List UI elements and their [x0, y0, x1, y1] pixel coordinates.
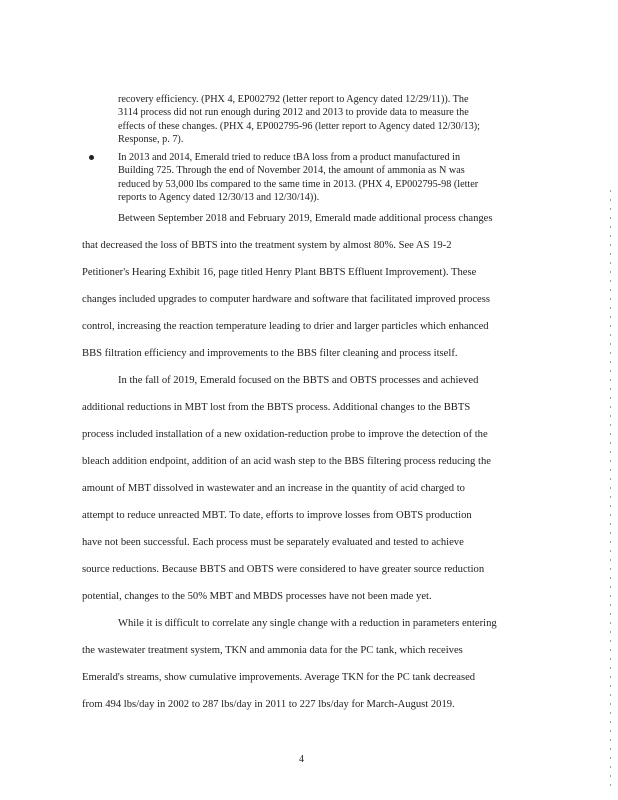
body-line: While it is difficult to correlate any single change with a reduction in parameters entering: [118, 618, 497, 629]
body-line: Between September 2018 and February 2019, Emerald made additional process changes: [118, 213, 493, 224]
bullet-paragraph: [118, 151, 518, 205]
text-line: Response, p. 7).: [118, 134, 184, 146]
scan-margin-artifact: [610, 190, 611, 790]
page-number: 4: [299, 754, 304, 765]
body-line: have not been successful. Each process must be separately evaluated and tested to achieve: [82, 537, 464, 548]
body-line: the wastewater treatment system, TKN and ammonia data for the PC tank, which receives: [82, 645, 463, 656]
body-line: from 494 lbs/day in 2002 to 287 lbs/day in 2011 to 227 lbs/day for March-August 2019.: [82, 699, 455, 710]
body-line: changes included upgrades to computer hardware and software that facilitated improved process: [82, 294, 490, 305]
text-line: 3114 process did not run enough during 2012 and 2013 to provide data to measure the: [118, 107, 469, 119]
body-line: that decreased the loss of BBTS into the treatment system by almost 80%. See AS 19-2: [82, 240, 452, 251]
text-line: effects of these changes. (PHX 4, EP002795-96 (letter report to Agency dated 12/30/13);: [118, 120, 480, 132]
body-line: amount of MBT dissolved in wastewater and an increase in the quantity of acid charged to: [82, 483, 465, 494]
text-line: reduced by 53,000 lbs compared to the same time in 2013. (PHX 4, EP002795-98 (letter: [118, 178, 479, 190]
text-line: reports to Agency dated 12/30/13 and 12/30/14)).: [118, 192, 320, 204]
body-line: potential, changes to the 50% MBT and MBDS processes have not been made yet.: [82, 591, 432, 602]
body-line: control, increasing the reaction temperature leading to drier and larger particles which enhanced: [82, 321, 489, 332]
body-line: attempt to reduce unreacted MBT. To date, efforts to improve losses from OBTS production: [82, 510, 472, 521]
bullet-icon: [89, 155, 94, 160]
body-line: bleach addition endpoint, addition of an acid wash step to the BBS filtering process reducing the: [82, 456, 491, 467]
body-line: Petitioner's Hearing Exhibit 16, page titled Henry Plant BBTS Effluent Improvement). These: [82, 267, 477, 278]
top-paragraph: [118, 93, 518, 147]
text-line: recovery efficiency. (PHX 4, EP002792 (letter report to Agency dated 12/29/11)). The: [118, 94, 469, 105]
body-line: Emerald's streams, show cumulative improvements. Average TKN for the PC tank decreased: [82, 672, 476, 683]
text-line: In 2013 and 2014, Emerald tried to reduce tBA loss from a product manufactured in: [118, 152, 461, 163]
body-line: process included installation of a new oxidation-reduction probe to improve the detection of the: [82, 429, 488, 440]
body-line: source reductions. Because BBTS and OBTS were considered to have greater source reduction: [82, 564, 485, 575]
body-line: In the fall of 2019, Emerald focused on the BBTS and OBTS processes and achieved: [118, 375, 479, 386]
body-line: BBS filtration efficiency and improvements to the BBS filter cleaning and process itself.: [82, 348, 458, 359]
text-line: Building 725. Through the end of November 2014, the amount of ammonia as N was: [118, 165, 465, 177]
body-line: additional reductions in MBT lost from the BBTS process. Additional changes to the BBTS: [82, 402, 471, 413]
